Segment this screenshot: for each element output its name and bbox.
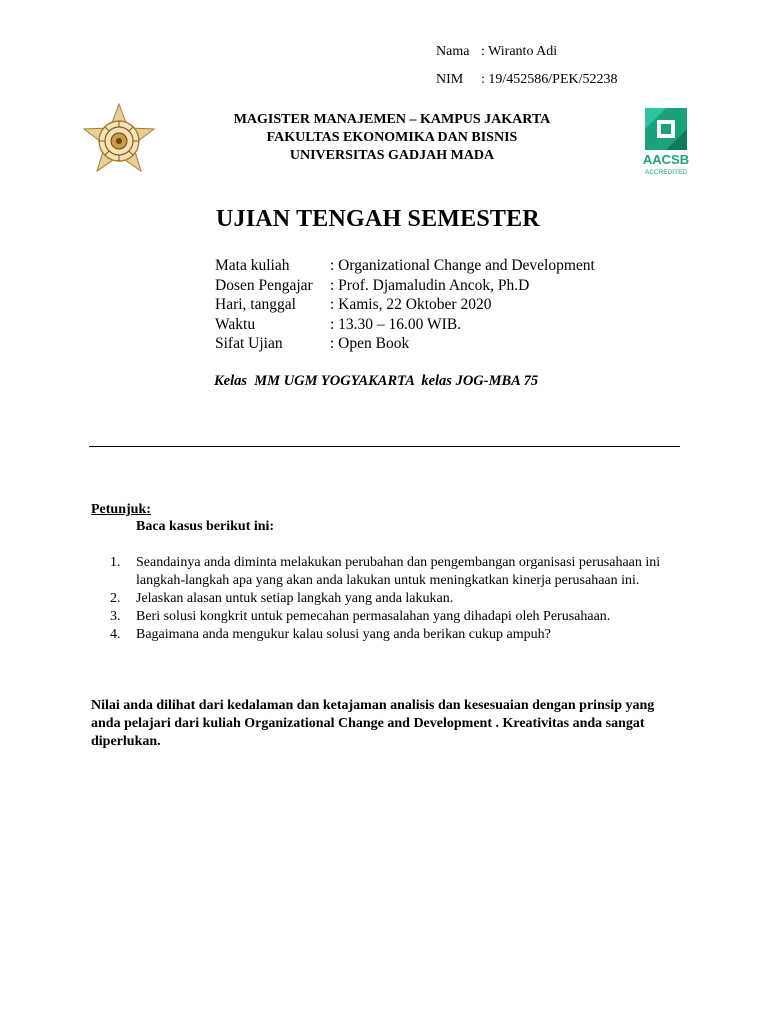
- institution-line-3: UNIVERSITAS GADJAH MADA: [289, 148, 495, 163]
- student-nim-label: NIM: [436, 72, 464, 87]
- exam-detail-row: [215, 256, 595, 276]
- institution-line-1: MAGISTER MANAJEMEN – KAMPUS JAKARTA: [233, 112, 551, 127]
- exam-detail-value: : Organizational Change and Development: [330, 257, 595, 274]
- exam-detail-row: [215, 315, 595, 335]
- question-number: 4.: [110, 627, 121, 642]
- question-number: 2.: [110, 591, 121, 606]
- student-name-label: Nama: [436, 44, 470, 59]
- exam-detail-value: : Kamis, 22 Oktober 2020: [330, 296, 492, 313]
- aacsb-logo-text: AACSB: [642, 152, 690, 167]
- instructions-heading: Petunjuk:: [91, 502, 151, 517]
- question-item: [110, 608, 690, 626]
- instructions-intro: Baca kasus berikut ini:: [136, 519, 275, 534]
- question-number: 1.: [110, 555, 121, 570]
- institution-line-2: FAKULTAS EKONOMIKA DAN BISNIS: [266, 130, 518, 145]
- aacsb-logo-subtext: ACCREDITED: [644, 169, 688, 176]
- exam-detail-label: Mata kuliah: [215, 257, 290, 274]
- student-nim-value: : 19/452586/PEK/52238: [481, 72, 618, 87]
- exam-detail-row: [215, 276, 595, 296]
- exam-detail-label: Waktu: [215, 315, 256, 333]
- question-item: [110, 554, 690, 590]
- question-text: Seandainya anda diminta melakukan perubahan dan pengembangan organisasi perusahaan ini langkah-langkah apa yang akan anda lakukan untuk meningkatkan kinerja perusahaan ini.: [136, 555, 661, 588]
- question-item: [110, 590, 690, 608]
- exam-detail-value: : Open Book: [330, 335, 410, 352]
- divider: [89, 446, 680, 447]
- question-text: Bagaimana anda mengukur kalau solusi yang anda berikan cukup ampuh?: [136, 627, 551, 642]
- question-number: 3.: [110, 609, 121, 624]
- exam-detail-label: Sifat Ujian: [215, 335, 283, 352]
- question-item: [110, 626, 690, 644]
- grading-note: Nilai anda dilihat dari kedalaman dan ketajaman analisis dan kesesuaian dengan prinsip yang anda pelajari dari kuliah Organizational Change and Development . Kreativitas anda sangat diperlukan.: [91, 698, 655, 749]
- exam-detail-value: : Prof. Djamaludin Ancok, Ph.D: [330, 276, 530, 294]
- aacsb-accredited-logo: [640, 106, 694, 178]
- question-text: Beri solusi kongkrit untuk pemecahan permasalahan yang dihadapi oleh Perusahaan.: [136, 609, 611, 624]
- exam-title: UJIAN TENGAH SEMESTER: [216, 206, 540, 232]
- exam-detail-row: [215, 334, 595, 354]
- student-nim-line: [436, 72, 618, 88]
- question-text: Jelaskan alasan untuk setiap langkah yang anda lakukan.: [136, 591, 454, 606]
- exam-detail-label: Hari, tanggal: [215, 296, 296, 313]
- exam-detail-label: Dosen Pengajar: [215, 276, 313, 294]
- student-name-line: [436, 44, 557, 60]
- ugm-seal-icon: [82, 102, 156, 180]
- exam-detail-value: : 13.30 – 16.00 WIB.: [330, 315, 462, 333]
- student-name-value: : Wiranto Adi: [481, 44, 558, 59]
- exam-detail-row: [215, 295, 595, 315]
- question-list: [110, 554, 690, 644]
- exam-details: [215, 256, 595, 354]
- class-info: Kelas MM UGM YOGYAKARTA kelas JOG-MBA 75: [214, 373, 539, 389]
